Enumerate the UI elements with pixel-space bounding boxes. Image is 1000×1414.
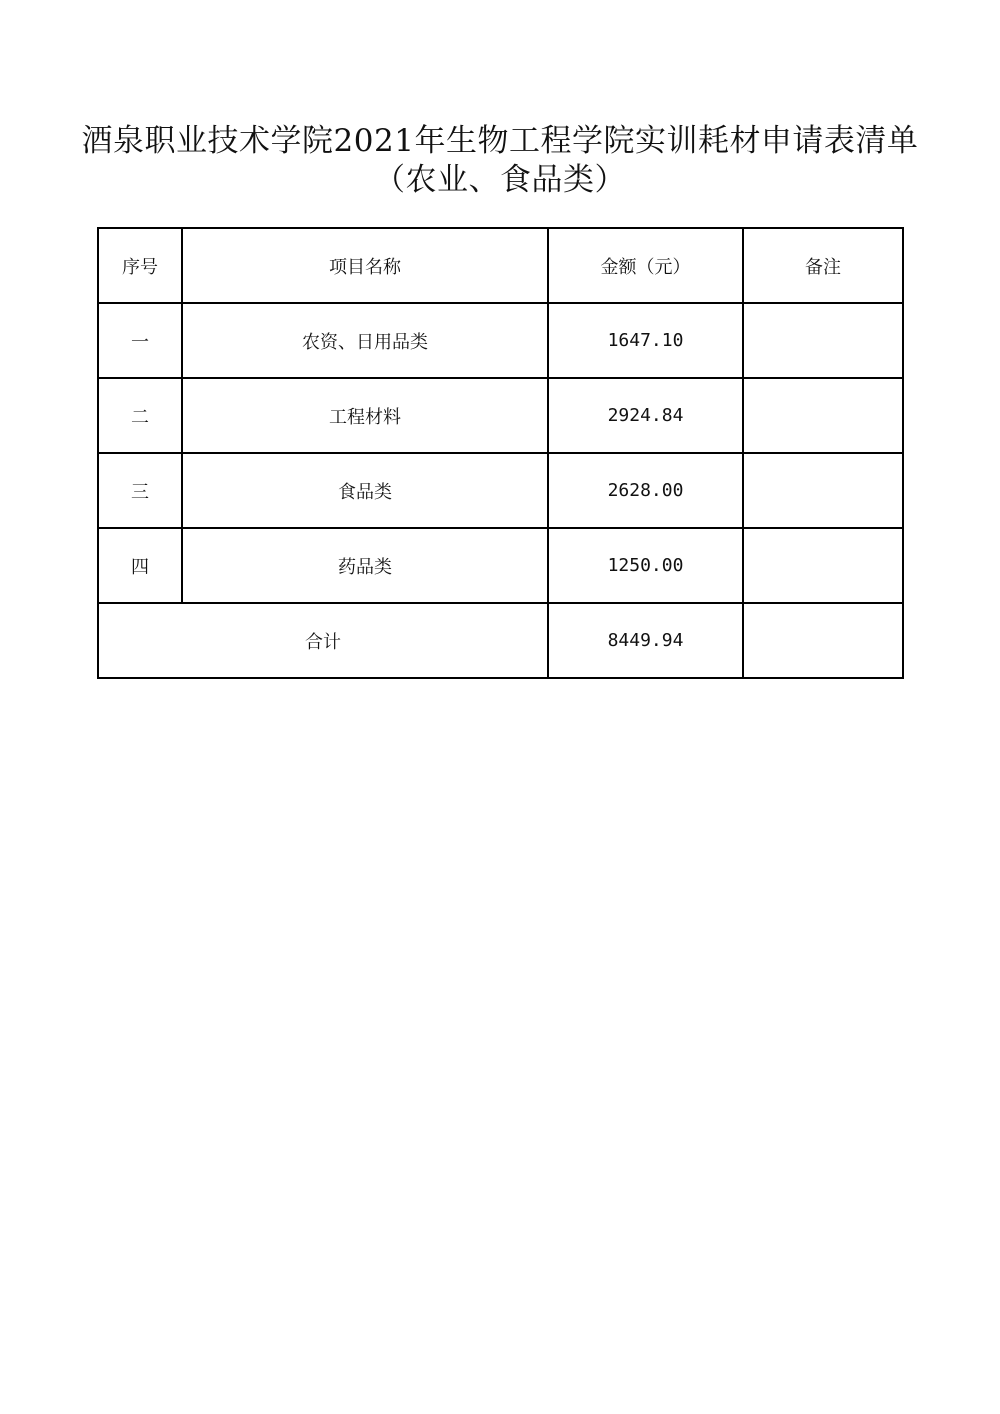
- row-amount: 2628.00: [548, 453, 743, 528]
- total-amount: 8449.94: [548, 603, 743, 678]
- row-amount: 1647.10: [548, 303, 743, 378]
- table-header-row: [98, 228, 903, 303]
- row-item-name: 工程材料: [182, 378, 548, 453]
- title-line-2: （农业、食品类）: [374, 162, 626, 198]
- table-row: [98, 303, 903, 378]
- consumables-summary-table: [97, 227, 904, 679]
- header-remark: 备注: [743, 228, 903, 303]
- row-item-name: 药品类: [182, 528, 548, 603]
- row-remark: [743, 453, 903, 528]
- title-line-1: 酒泉职业技术学院2021年生物工程学院实训耗材申请表清单: [81, 123, 919, 159]
- total-label: 合计: [98, 603, 548, 678]
- row-item-name: 农资、日用品类: [182, 303, 548, 378]
- row-amount: 1250.00: [548, 528, 743, 603]
- total-row: [98, 603, 903, 678]
- table-row: [98, 528, 903, 603]
- row-seq: 一: [98, 303, 182, 378]
- row-seq: 二: [98, 378, 182, 453]
- row-item-name: 食品类: [182, 453, 548, 528]
- row-amount: 2924.84: [548, 378, 743, 453]
- row-remark: [743, 303, 903, 378]
- row-seq: 三: [98, 453, 182, 528]
- total-remark: [743, 603, 903, 678]
- header-item-name: 项目名称: [182, 228, 548, 303]
- header-amount: 金额（元）: [548, 228, 743, 303]
- row-seq: 四: [98, 528, 182, 603]
- table-row: [98, 453, 903, 528]
- row-remark: [743, 528, 903, 603]
- page-title: [60, 122, 940, 200]
- row-remark: [743, 378, 903, 453]
- header-seq: 序号: [98, 228, 182, 303]
- table-row: [98, 378, 903, 453]
